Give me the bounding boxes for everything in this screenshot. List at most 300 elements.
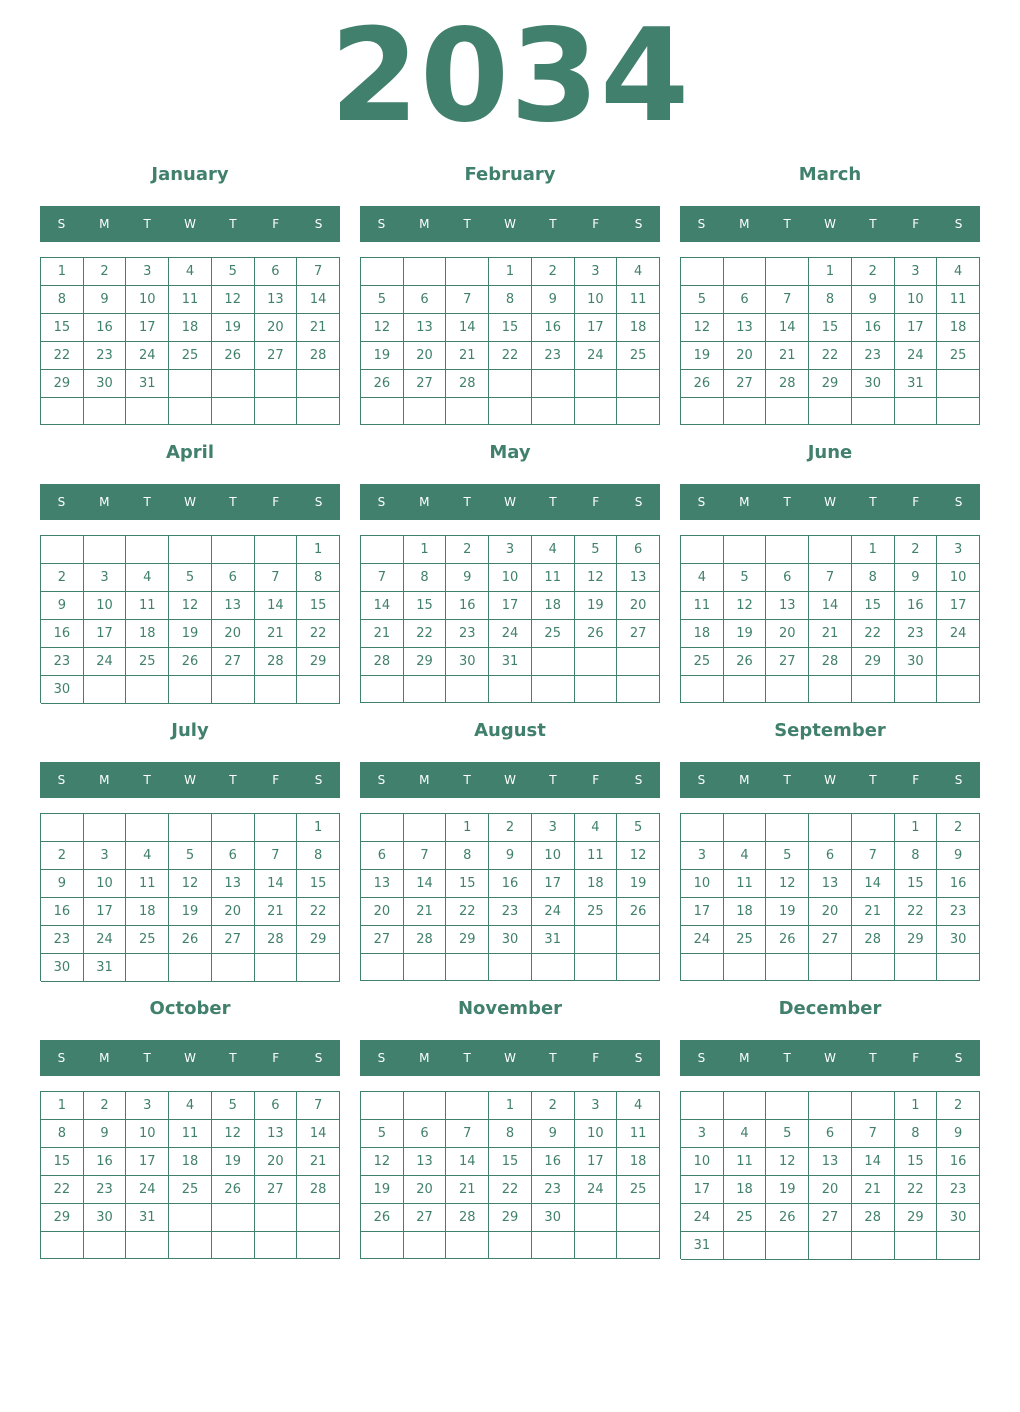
day-cell: 27 (255, 1176, 298, 1204)
day-cell: 16 (895, 592, 938, 620)
day-cell: 9 (937, 1120, 980, 1148)
empty-day-cell (41, 536, 84, 564)
day-cell: 26 (617, 898, 660, 926)
empty-day-cell (169, 676, 212, 704)
weekday-label: M (99, 217, 110, 231)
empty-day-cell (361, 814, 404, 842)
weekday-label: W (824, 1051, 836, 1065)
day-cell: 2 (84, 1092, 127, 1120)
empty-day-cell (489, 676, 532, 703)
day-cell: 11 (681, 592, 724, 620)
weekday-label: W (504, 1051, 516, 1065)
day-cell: 27 (361, 926, 404, 954)
day-cell: 30 (84, 370, 127, 398)
day-cell: 25 (724, 926, 767, 954)
day-cell: 21 (404, 898, 447, 926)
weekday-label: F (592, 1051, 600, 1065)
day-cell: 6 (255, 1092, 298, 1120)
weekday-label: S (377, 1051, 386, 1065)
day-cell: 22 (41, 342, 84, 370)
weekday-label: T (783, 495, 791, 509)
day-cell: 2 (895, 536, 938, 564)
day-cell: 11 (169, 1120, 212, 1148)
day-cell: 12 (212, 286, 255, 314)
day-cell: 29 (404, 648, 447, 676)
day-cell: 4 (617, 1092, 660, 1120)
day-cell: 22 (41, 1176, 84, 1204)
day-cell: 7 (852, 842, 895, 870)
weekday-label: F (592, 495, 600, 509)
weekday-label: W (824, 773, 836, 787)
month-name: October (149, 998, 231, 1019)
day-cell: 30 (852, 370, 895, 398)
day-cell: 17 (532, 870, 575, 898)
month-december (680, 998, 980, 1268)
empty-day-cell (575, 926, 618, 954)
day-cell: 18 (126, 898, 169, 926)
empty-day-cell (255, 676, 298, 704)
day-cell: 24 (532, 898, 575, 926)
day-cell: 24 (575, 342, 618, 370)
empty-day-cell (681, 954, 724, 981)
day-cell: 13 (724, 314, 767, 342)
day-cell: 2 (41, 842, 84, 870)
day-cell: 20 (404, 1176, 447, 1204)
day-cell: 21 (255, 898, 298, 926)
weekday-label: T (463, 495, 471, 509)
weekday-label: M (739, 773, 750, 787)
month-november (360, 998, 660, 1268)
day-cell: 10 (532, 842, 575, 870)
month-name: June (807, 442, 853, 463)
day-cell: 18 (126, 620, 169, 648)
empty-day-cell (724, 954, 767, 981)
weekday-label: T (229, 1051, 237, 1065)
day-cell: 8 (404, 564, 447, 592)
day-cell: 23 (937, 898, 980, 926)
empty-day-cell (84, 814, 127, 842)
day-cell: 26 (766, 926, 809, 954)
empty-day-cell (297, 676, 340, 704)
empty-day-cell (766, 1092, 809, 1120)
weekday-label: S (57, 217, 66, 231)
day-cell: 16 (532, 1148, 575, 1176)
day-cell: 19 (169, 898, 212, 926)
day-cell: 23 (852, 342, 895, 370)
day-cell: 6 (361, 842, 404, 870)
day-cell: 9 (489, 842, 532, 870)
day-cell: 19 (212, 1148, 255, 1176)
empty-day-cell (41, 398, 84, 425)
empty-day-cell (361, 258, 404, 286)
day-cell: 13 (809, 870, 852, 898)
day-cell: 15 (895, 1148, 938, 1176)
month-may (360, 442, 660, 712)
day-cell: 18 (532, 592, 575, 620)
day-cell: 9 (84, 286, 127, 314)
day-cell: 18 (724, 1176, 767, 1204)
weekday-label: T (869, 495, 877, 509)
day-cell: 19 (724, 620, 767, 648)
weekday-header (40, 1040, 340, 1076)
day-cell: 28 (297, 1176, 340, 1204)
day-cell: 5 (169, 564, 212, 592)
day-cell: 21 (255, 620, 298, 648)
empty-day-cell (404, 814, 447, 842)
day-cell: 21 (852, 898, 895, 926)
day-cell: 5 (169, 842, 212, 870)
day-cell: 29 (895, 926, 938, 954)
day-cell: 19 (766, 898, 809, 926)
day-cell: 29 (895, 1204, 938, 1232)
day-cell: 4 (126, 842, 169, 870)
day-cell: 13 (404, 1148, 447, 1176)
empty-day-cell (446, 1092, 489, 1120)
empty-day-cell (169, 1232, 212, 1259)
day-cell: 24 (937, 620, 980, 648)
day-cell: 8 (809, 286, 852, 314)
day-cell: 27 (809, 1204, 852, 1232)
weekday-label: W (184, 1051, 196, 1065)
weekday-label: M (99, 773, 110, 787)
day-cell: 14 (766, 314, 809, 342)
weekday-label: W (504, 217, 516, 231)
day-cell: 25 (126, 926, 169, 954)
day-cell: 20 (212, 898, 255, 926)
day-cell: 2 (532, 1092, 575, 1120)
day-cell: 27 (809, 926, 852, 954)
day-cell: 26 (724, 648, 767, 676)
empty-day-cell (212, 398, 255, 425)
empty-day-cell (489, 1232, 532, 1259)
day-cell: 26 (766, 1204, 809, 1232)
empty-day-cell (852, 398, 895, 425)
day-cell: 12 (617, 842, 660, 870)
day-cell: 7 (766, 286, 809, 314)
empty-day-cell (852, 954, 895, 981)
day-cell: 21 (297, 314, 340, 342)
day-cell: 25 (169, 342, 212, 370)
day-cell: 14 (255, 870, 298, 898)
empty-day-cell (255, 814, 298, 842)
weekday-label: S (634, 773, 643, 787)
month-october (40, 998, 340, 1268)
day-cell: 24 (681, 1204, 724, 1232)
empty-day-cell (617, 1232, 660, 1259)
empty-day-cell (169, 1204, 212, 1232)
day-cell: 22 (404, 620, 447, 648)
month-name: July (171, 720, 209, 741)
day-cell: 9 (937, 842, 980, 870)
day-cell: 6 (212, 564, 255, 592)
day-cell: 3 (126, 1092, 169, 1120)
day-cell: 28 (255, 926, 298, 954)
day-cell: 25 (617, 1176, 660, 1204)
day-cell: 15 (852, 592, 895, 620)
empty-day-cell (681, 536, 724, 564)
day-cell: 17 (84, 620, 127, 648)
day-cell: 14 (361, 592, 404, 620)
empty-day-cell (681, 814, 724, 842)
day-cell: 12 (169, 592, 212, 620)
day-cell: 3 (681, 842, 724, 870)
day-cell: 6 (404, 1120, 447, 1148)
day-cell: 12 (724, 592, 767, 620)
day-cell: 13 (766, 592, 809, 620)
empty-day-cell (255, 1204, 298, 1232)
empty-day-cell (126, 676, 169, 704)
day-cell: 16 (41, 898, 84, 926)
empty-day-cell (766, 258, 809, 286)
month-name: April (165, 442, 215, 463)
day-cell: 23 (532, 1176, 575, 1204)
empty-day-cell (724, 258, 767, 286)
day-cell: 20 (809, 1176, 852, 1204)
weekday-label: S (57, 773, 66, 787)
day-cell: 3 (489, 536, 532, 564)
day-cell: 23 (895, 620, 938, 648)
weekday-label: T (869, 217, 877, 231)
weekday-label: M (419, 1051, 430, 1065)
empty-day-cell (361, 1092, 404, 1120)
day-cell: 29 (446, 926, 489, 954)
empty-day-cell (852, 1232, 895, 1260)
day-cell: 15 (895, 870, 938, 898)
day-cell: 26 (681, 370, 724, 398)
day-cell: 5 (681, 286, 724, 314)
month-name: September (774, 720, 886, 741)
day-cell: 8 (297, 842, 340, 870)
day-cell: 2 (532, 258, 575, 286)
day-cell: 5 (575, 536, 618, 564)
month-august (360, 720, 660, 990)
weekday-header (360, 484, 660, 520)
day-cell: 1 (297, 536, 340, 564)
day-cell: 23 (84, 342, 127, 370)
day-cell: 11 (126, 870, 169, 898)
day-cell: 9 (41, 870, 84, 898)
day-cell: 13 (809, 1148, 852, 1176)
empty-day-cell (681, 676, 724, 703)
weekday-label: S (954, 495, 963, 509)
month-name: December (778, 998, 882, 1019)
month-march (680, 164, 980, 434)
day-cell: 27 (724, 370, 767, 398)
day-cell: 2 (852, 258, 895, 286)
day-cell: 5 (212, 258, 255, 286)
empty-day-cell (255, 1232, 298, 1259)
empty-day-cell (532, 370, 575, 398)
empty-day-cell (169, 814, 212, 842)
empty-day-cell (575, 370, 618, 398)
day-cell: 6 (617, 536, 660, 564)
day-cell: 12 (766, 1148, 809, 1176)
empty-day-cell (617, 676, 660, 703)
day-cell: 4 (532, 536, 575, 564)
day-cell: 1 (41, 1092, 84, 1120)
empty-day-cell (895, 676, 938, 703)
weekday-label: T (143, 1051, 151, 1065)
day-cell: 3 (84, 564, 127, 592)
day-cell: 13 (361, 870, 404, 898)
empty-day-cell (532, 648, 575, 676)
empty-day-cell (766, 954, 809, 981)
day-cell: 29 (297, 648, 340, 676)
day-cell: 1 (852, 536, 895, 564)
day-grid (360, 813, 660, 981)
weekday-label: S (634, 495, 643, 509)
day-cell: 9 (532, 1120, 575, 1148)
day-cell: 14 (297, 1120, 340, 1148)
day-cell: 4 (724, 842, 767, 870)
day-cell: 8 (297, 564, 340, 592)
day-cell: 29 (41, 370, 84, 398)
day-cell: 24 (126, 342, 169, 370)
empty-day-cell (41, 1232, 84, 1259)
day-cell: 4 (724, 1120, 767, 1148)
weekday-header (680, 762, 980, 798)
day-cell: 3 (126, 258, 169, 286)
month-name: March (798, 164, 862, 185)
day-cell: 18 (169, 1148, 212, 1176)
day-cell: 5 (766, 842, 809, 870)
empty-day-cell (84, 676, 127, 704)
weekday-label: F (592, 773, 600, 787)
weekday-label: M (99, 1051, 110, 1065)
day-cell: 15 (297, 870, 340, 898)
day-cell: 6 (809, 1120, 852, 1148)
day-grid (40, 257, 340, 425)
empty-day-cell (489, 954, 532, 981)
day-cell: 31 (681, 1232, 724, 1260)
empty-day-cell (937, 648, 980, 676)
weekday-label: S (377, 217, 386, 231)
day-cell: 18 (617, 314, 660, 342)
day-cell: 30 (84, 1204, 127, 1232)
weekday-label: S (377, 495, 386, 509)
day-cell: 31 (895, 370, 938, 398)
empty-day-cell (404, 1092, 447, 1120)
day-cell: 21 (852, 1176, 895, 1204)
day-cell: 16 (41, 620, 84, 648)
empty-day-cell (766, 814, 809, 842)
day-cell: 31 (84, 954, 127, 982)
day-cell: 22 (895, 1176, 938, 1204)
day-cell: 27 (255, 342, 298, 370)
weekday-label: F (912, 495, 920, 509)
day-cell: 30 (489, 926, 532, 954)
day-cell: 4 (169, 258, 212, 286)
empty-day-cell (169, 954, 212, 982)
day-cell: 26 (169, 926, 212, 954)
day-cell: 15 (297, 592, 340, 620)
day-cell: 28 (852, 926, 895, 954)
day-cell: 30 (41, 954, 84, 982)
empty-day-cell (126, 1232, 169, 1259)
day-cell: 25 (724, 1204, 767, 1232)
weekday-label: F (912, 1051, 920, 1065)
weekday-header (360, 1040, 660, 1076)
day-cell: 1 (489, 258, 532, 286)
day-cell: 14 (297, 286, 340, 314)
day-cell: 9 (895, 564, 938, 592)
day-cell: 24 (575, 1176, 618, 1204)
empty-day-cell (404, 398, 447, 425)
empty-day-cell (724, 1232, 767, 1260)
day-cell: 27 (617, 620, 660, 648)
weekday-label: T (783, 1051, 791, 1065)
day-cell: 18 (724, 898, 767, 926)
day-cell: 11 (126, 592, 169, 620)
weekday-label: F (592, 217, 600, 231)
day-cell: 21 (297, 1148, 340, 1176)
day-cell: 25 (937, 342, 980, 370)
empty-day-cell (446, 398, 489, 425)
day-cell: 4 (169, 1092, 212, 1120)
day-cell: 1 (895, 1092, 938, 1120)
day-cell: 11 (575, 842, 618, 870)
day-cell: 19 (617, 870, 660, 898)
day-cell: 9 (532, 286, 575, 314)
empty-day-cell (852, 1092, 895, 1120)
day-cell: 7 (809, 564, 852, 592)
day-cell: 14 (852, 870, 895, 898)
day-cell: 6 (212, 842, 255, 870)
day-cell: 25 (169, 1176, 212, 1204)
day-cell: 6 (766, 564, 809, 592)
day-cell: 11 (724, 1148, 767, 1176)
day-cell: 31 (126, 1204, 169, 1232)
day-cell: 26 (361, 1204, 404, 1232)
empty-day-cell (404, 1232, 447, 1259)
day-cell: 17 (575, 1148, 618, 1176)
day-cell: 28 (446, 1204, 489, 1232)
day-cell: 20 (361, 898, 404, 926)
day-cell: 20 (255, 314, 298, 342)
day-cell: 3 (895, 258, 938, 286)
day-cell: 8 (895, 842, 938, 870)
empty-day-cell (361, 398, 404, 425)
empty-day-cell (169, 398, 212, 425)
empty-day-cell (809, 676, 852, 703)
weekday-header (360, 762, 660, 798)
weekday-label: T (143, 495, 151, 509)
month-name: January (151, 164, 229, 185)
empty-day-cell (809, 1092, 852, 1120)
empty-day-cell (681, 1092, 724, 1120)
day-cell: 3 (532, 814, 575, 842)
day-cell: 24 (126, 1176, 169, 1204)
day-cell: 5 (361, 286, 404, 314)
day-cell: 3 (575, 1092, 618, 1120)
weekday-label: S (314, 1051, 323, 1065)
month-september (680, 720, 980, 990)
empty-day-cell (212, 1204, 255, 1232)
weekday-label: M (419, 773, 430, 787)
day-cell: 15 (446, 870, 489, 898)
day-cell: 30 (937, 926, 980, 954)
weekday-label: S (697, 217, 706, 231)
empty-day-cell (126, 536, 169, 564)
day-cell: 15 (41, 314, 84, 342)
day-cell: 14 (446, 1148, 489, 1176)
day-cell: 11 (724, 870, 767, 898)
empty-day-cell (617, 926, 660, 954)
day-cell: 22 (895, 898, 938, 926)
day-cell: 1 (489, 1092, 532, 1120)
day-cell: 23 (446, 620, 489, 648)
weekday-label: T (549, 217, 557, 231)
